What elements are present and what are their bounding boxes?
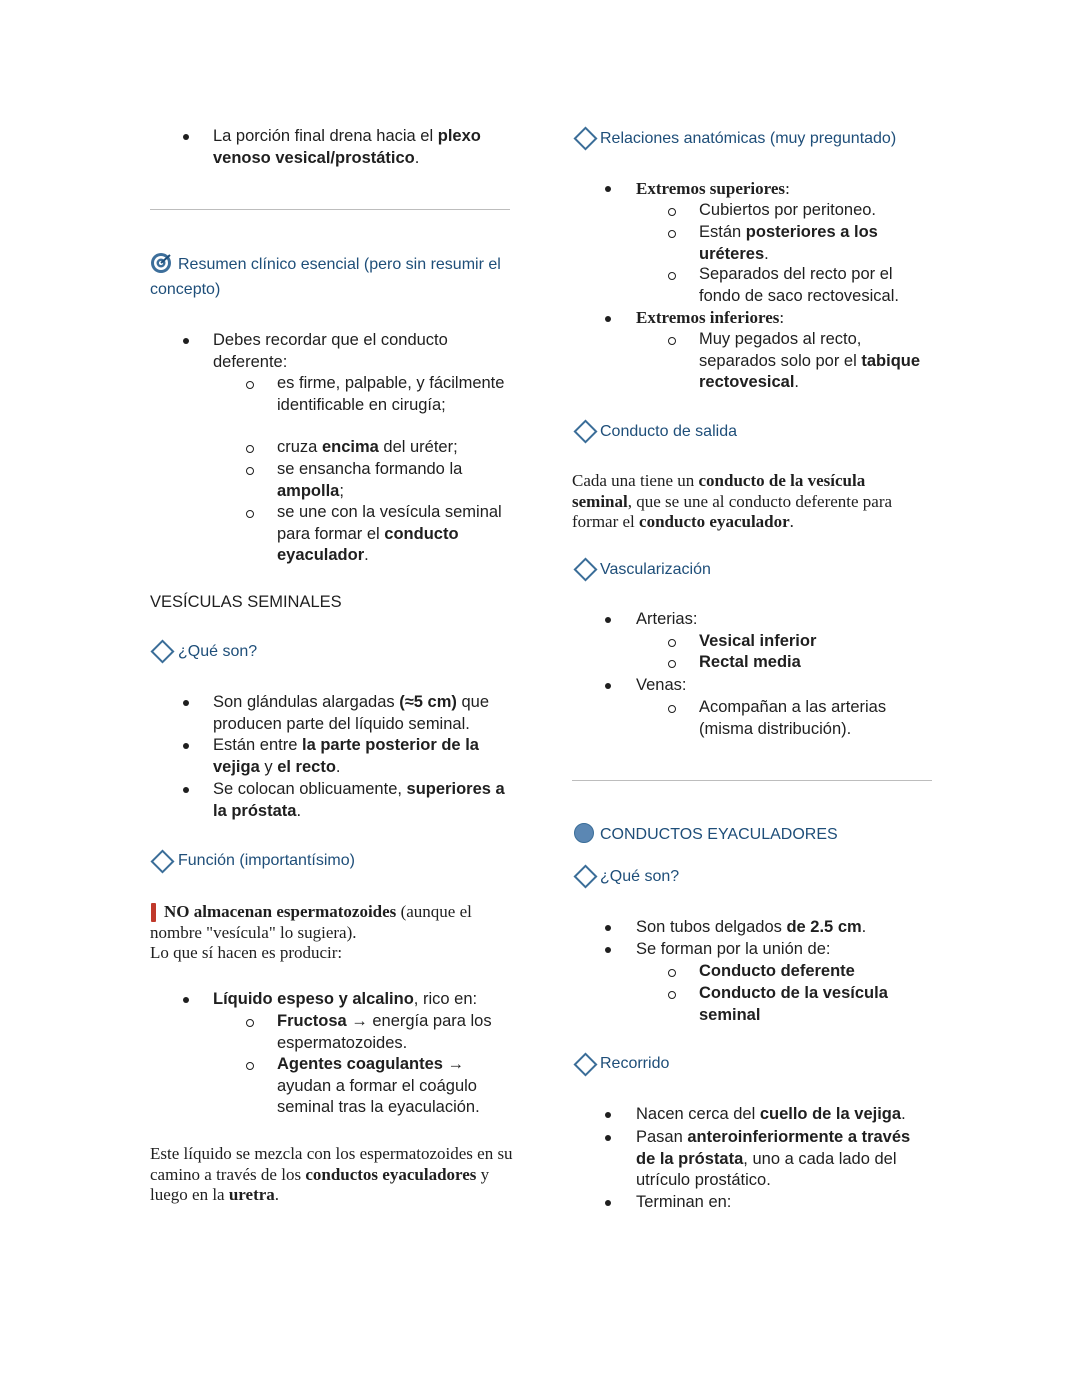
bold-text: (≈5 cm) — [399, 693, 457, 711]
resumen-sub-1: es firme, palpable, y fácilmente identificable en cirugía; — [277, 374, 505, 414]
recorrido-heading: Recorrido — [600, 1055, 670, 1072]
bullet-marker — [183, 743, 189, 749]
bold-text: anteroinferiormente a través de la próstata — [636, 1128, 911, 1168]
blue-circle-icon — [574, 823, 594, 843]
salida-heading: Conducto de salida — [600, 423, 737, 440]
ductos-bullet-2: Se forman por la unión de: — [636, 940, 831, 958]
bullet-marker — [605, 617, 611, 623]
text: . — [335, 757, 341, 776]
diamond-icon — [573, 1052, 597, 1076]
bold-text: conducto de la vesícula seminal — [572, 471, 866, 511]
bullet-marker — [183, 787, 189, 793]
extremos-superiores: Extremos superiores: — [636, 179, 790, 198]
text: Este líquido se mezcla con los espermatozoides en su camino a través de los — [150, 1144, 513, 1184]
diamond-icon — [573, 557, 597, 581]
text: (aunque el nombre "vesícula" lo sugiera). — [150, 902, 472, 942]
funcion-paragraph-2: Lo que sí hacen es producir: — [150, 943, 343, 962]
funcion-sub-2 — [277, 1054, 502, 1119]
text: Son tubos delgados — [636, 918, 787, 936]
horizontal-rule — [572, 780, 932, 781]
bold-text: uretra — [228, 1185, 275, 1204]
text: . — [794, 373, 799, 391]
text: . — [274, 1185, 280, 1204]
que-son-bullet-2 — [213, 735, 503, 778]
sup-item-1: Cubiertos por peritoneo. — [699, 201, 877, 219]
sub-bullet-marker — [668, 660, 676, 668]
bullet-marker — [605, 186, 611, 192]
extremos-inferiores: Extremos inferiores: — [636, 308, 785, 327]
sub-bullet-marker — [246, 467, 254, 475]
funcion-paragraph-3 — [150, 1144, 518, 1206]
inf-item-1 — [699, 329, 939, 394]
text: . — [414, 148, 420, 167]
sub-bullet-marker — [246, 510, 254, 518]
recorrido-bullet-1 — [636, 1104, 936, 1126]
text: . — [764, 244, 769, 263]
funcion-paragraph-1 — [150, 902, 500, 943]
bold-text: cuello de la vejiga — [759, 1105, 902, 1123]
text: , que se une al conducto deferente para formar el — [572, 491, 893, 531]
text: Están — [699, 223, 746, 241]
text: cruza — [277, 438, 322, 456]
ductos-title: CONDUCTOS EYACULADORES — [600, 826, 838, 843]
bullet-marker — [605, 316, 611, 322]
bold-text: Extremos inferiores — [636, 308, 780, 327]
text: se une con la vesícula seminal para formar el — [277, 503, 502, 543]
resumen-bullet: Debes recordar que el conducto deferente: — [213, 331, 448, 371]
sub-bullet-marker — [246, 445, 254, 453]
text: . — [901, 1105, 906, 1123]
text: , rico en: — [413, 990, 478, 1008]
bullet-marker — [183, 700, 189, 706]
sub-bullet-marker — [668, 991, 676, 999]
text: del uréter; — [378, 438, 458, 456]
que-son-bullet-3 — [213, 779, 513, 822]
diamond-icon — [573, 864, 597, 888]
text: Pasan — [636, 1128, 688, 1146]
text: , uno a cada lado del utrículo prostático. — [636, 1149, 897, 1189]
bold-text: Agentes coagulantes — [277, 1055, 443, 1073]
diamond-icon — [573, 126, 597, 150]
bold-text: NO almacenan espermatozoides — [164, 902, 397, 921]
text: Cada una tiene un — [572, 471, 699, 490]
bullet-marker — [605, 683, 611, 689]
bold-text: posteriores a los uréteres — [699, 223, 878, 263]
bold-text: de 2.5 cm — [786, 918, 862, 936]
bold-text: conducto eyaculador — [277, 524, 459, 564]
bullet-marker — [183, 134, 189, 140]
text: Están entre — [213, 736, 302, 754]
text: . — [861, 918, 867, 936]
bullet-marker — [605, 1135, 611, 1141]
diamond-icon — [150, 849, 174, 873]
bold-text: el recto — [277, 757, 336, 776]
diamond-icon — [573, 419, 597, 443]
bold-text: Fructosa — [277, 1012, 347, 1030]
text: Se colocan oblicuamente, — [213, 780, 407, 798]
salida-paragraph — [572, 471, 922, 533]
diamond-icon — [150, 639, 174, 663]
arteria-2: Rectal media — [699, 653, 801, 671]
resumen-sub-4 — [277, 502, 517, 567]
bullet-marker — [605, 1200, 611, 1206]
funcion-bullet — [213, 989, 513, 1011]
ductos-sub-2: Conducto de la vesícula seminal — [699, 984, 888, 1024]
venas-label: Venas: — [636, 676, 687, 694]
text: Nacen cerca del — [636, 1105, 760, 1123]
bullet-marker — [605, 925, 611, 931]
relaciones-heading: Relaciones anatómicas (muy preguntado) — [600, 130, 897, 147]
bold-text: plexo venoso vesical/prostático — [213, 127, 481, 167]
sub-bullet-marker — [668, 639, 676, 647]
bullet-marker — [605, 1112, 611, 1118]
plexo-bullet — [213, 126, 513, 169]
recorrido-bullet-2 — [636, 1127, 926, 1192]
bold-text: ampolla — [277, 481, 340, 500]
bold-text: la parte posterior de la vejiga — [213, 736, 479, 776]
sub-bullet-marker — [246, 1019, 254, 1027]
text: ; — [339, 481, 344, 500]
ductos-que-son-heading: ¿Qué son? — [600, 868, 680, 885]
ductos-sub-1: Conducto deferente — [699, 962, 855, 980]
sub-bullet-marker — [246, 381, 254, 389]
text: → ayudan a formar el coágulo seminal tras la eyaculación. — [277, 1055, 480, 1116]
text: y — [259, 757, 278, 776]
ductos-bullet-1 — [636, 917, 936, 939]
funcion-heading: Función (importantísimo) — [178, 852, 355, 869]
bullet-marker — [183, 338, 189, 344]
que-son-bullet-1 — [213, 692, 513, 735]
sub-bullet-marker — [668, 208, 676, 216]
resumen-sub-2 — [277, 437, 512, 459]
bold-text: conducto eyaculador — [639, 512, 790, 531]
bold-text: tabique rectovesical — [699, 351, 921, 391]
sub-bullet-marker — [246, 1062, 254, 1070]
arteria-1: Vesical inferior — [699, 632, 817, 650]
bold-text: encima — [321, 438, 379, 456]
sub-bullet-marker — [668, 705, 676, 713]
recorrido-bullet-3: Terminan en: — [636, 1193, 732, 1211]
vasc-heading: Vascularización — [600, 561, 711, 578]
text: . — [296, 801, 302, 820]
sup-item-2 — [699, 222, 909, 265]
text: . — [364, 546, 369, 564]
resumen-sub-3 — [277, 459, 482, 502]
sub-bullet-marker — [668, 337, 676, 345]
text: Son glándulas alargadas — [213, 693, 400, 711]
sub-bullet-marker — [668, 230, 676, 238]
resumen-heading: Resumen clínico esencial (pero sin resumir el concepto) — [150, 256, 501, 298]
sup-item-3: Separados del recto por el fondo de saco rectovesical. — [699, 265, 899, 305]
text: se ensancha formando la — [277, 460, 463, 478]
arterias-label: Arterias: — [636, 610, 698, 628]
sub-bullet-marker — [668, 969, 676, 977]
bold-text: Líquido espeso y alcalino — [213, 990, 414, 1008]
text: . — [789, 512, 794, 531]
bold-text: Extremos superiores — [636, 179, 786, 198]
text: Muy pegados al recto, separados solo por el — [699, 330, 862, 370]
bold-text: superiores a la próstata — [213, 780, 505, 820]
bullet-marker — [605, 947, 611, 953]
vena-1: Acompañan a las arterias (misma distribución). — [699, 698, 887, 738]
text: que producen parte del líquido seminal. — [213, 693, 490, 733]
que-son-heading: ¿Qué son? — [178, 643, 258, 660]
text: → energía para los espermatozoides. — [277, 1012, 492, 1052]
horizontal-rule — [150, 209, 510, 210]
bullet-marker — [183, 997, 189, 1003]
text: y luego en la — [150, 1164, 490, 1204]
text: La porción final drena hacia el — [213, 127, 438, 145]
sub-bullet-marker — [668, 272, 676, 280]
section-title: VESÍCULAS SEMINALES — [150, 593, 342, 611]
bold-text: conductos eyaculadores — [305, 1164, 477, 1184]
funcion-sub-1 — [277, 1011, 512, 1054]
